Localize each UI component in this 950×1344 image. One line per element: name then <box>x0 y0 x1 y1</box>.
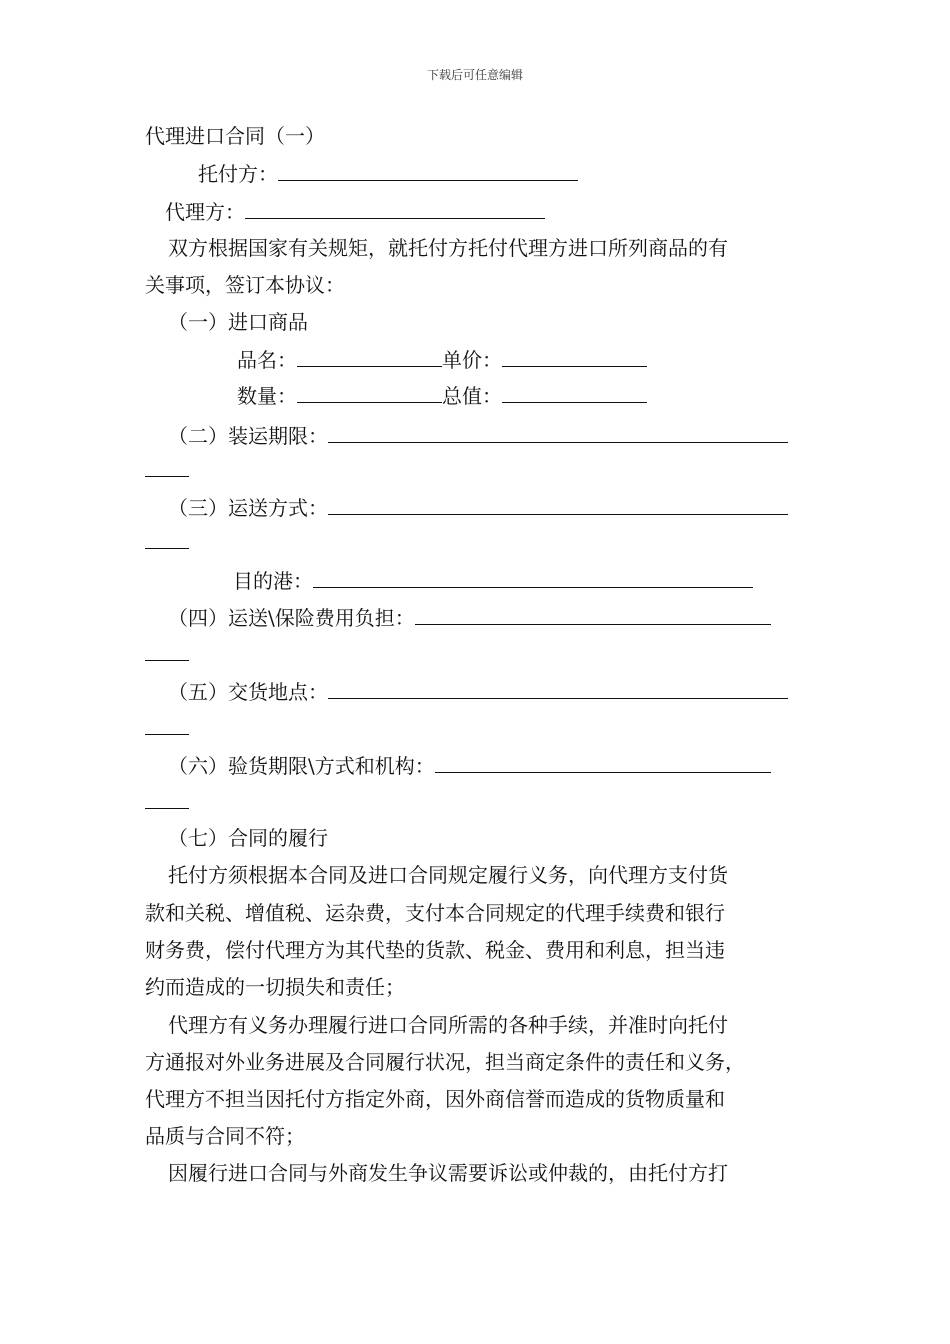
section-1-heading: （一）进口商品 <box>168 310 308 334</box>
agent-blank <box>245 198 545 219</box>
section-5-blank-tail <box>145 734 189 735</box>
paragraph-1-line-2: 款和关税、增值税、运杂费，支付本合同规定的代理手续费和银行 <box>145 901 725 925</box>
paragraph-1-line-4: 约而造成的一切损失和责任； <box>145 975 405 999</box>
section-3-line <box>168 494 788 520</box>
intro-line-1: 双方根据国家有关规矩，就托付方托付代理方进口所列商品的有 <box>168 236 728 260</box>
paragraph-3-line-1: 因履行进口合同与外商发生争议需要诉讼或仲裁的，由托付方打 <box>168 1161 728 1185</box>
paragraph-1-line-1: 托付方须根据本合同及进口合同规定履行义务，向代理方支付货 <box>168 863 728 887</box>
paragraph-2-line-4: 品质与合同不符； <box>145 1124 305 1148</box>
section-2-label: （二）装运期限： <box>168 424 328 448</box>
unit-price-blank <box>502 346 647 367</box>
product-row-1 <box>237 346 647 372</box>
paragraph-2-line-2: 方通报对外业务进展及合同履行状况，担当商定条件的责任和义务， <box>145 1050 745 1074</box>
section-2-blank-tail <box>145 476 189 477</box>
section-5-line <box>168 678 788 704</box>
section-4-label: （四）运送\保险费用负担： <box>168 606 415 630</box>
section-2-line <box>168 422 788 448</box>
product-name-label: 品名： <box>237 348 297 372</box>
consignor-line <box>198 160 578 186</box>
quantity-label: 数量： <box>237 384 297 408</box>
section-6-blank <box>435 752 771 773</box>
agent-line <box>165 198 545 224</box>
section-5-label: （五）交货地点： <box>168 680 328 704</box>
section-2-blank <box>328 422 788 443</box>
section-3-blank-tail <box>145 548 189 549</box>
consignor-label: 托付方： <box>198 162 278 186</box>
section-6-blank-tail <box>145 808 189 809</box>
section-6-label: （六）验货期限\方式和机构： <box>168 754 435 778</box>
section-5-blank <box>328 678 788 699</box>
agent-label: 代理方： <box>165 200 245 224</box>
total-value-label: 总值： <box>442 384 502 408</box>
consignor-blank <box>278 160 578 181</box>
section-4-blank-tail <box>145 660 189 661</box>
dest-port-line <box>233 567 753 593</box>
section-6-line <box>168 752 771 778</box>
product-row-2 <box>237 382 647 408</box>
product-name-blank <box>297 346 442 367</box>
intro-line-2: 关事项，签订本协议： <box>145 273 345 297</box>
section-3-label: （三）运送方式： <box>168 496 328 520</box>
unit-price-label: 单价： <box>442 348 502 372</box>
paragraph-2-line-3: 代理方不担当因托付方指定外商，因外商信誉而造成的货物质量和 <box>145 1087 725 1111</box>
paragraph-2-line-1: 代理方有义务办理履行进口合同所需的各种手续，并准时向托付 <box>168 1013 728 1037</box>
section-4-line <box>168 604 771 630</box>
quantity-blank <box>297 382 442 403</box>
page-header-note: 下载后可任意编辑 <box>426 68 523 82</box>
section-3-blank <box>328 494 788 515</box>
contract-title: 代理进口合同（一） <box>145 124 325 148</box>
dest-port-blank <box>313 567 753 588</box>
section-4-blank <box>415 604 771 625</box>
total-value-blank <box>502 382 647 403</box>
dest-port-label: 目的港： <box>233 569 313 593</box>
paragraph-1-line-3: 财务费，偿付代理方为其代垫的货款、税金、费用和利息，担当违 <box>145 938 725 962</box>
section-7-heading: （七）合同的履行 <box>168 826 328 850</box>
